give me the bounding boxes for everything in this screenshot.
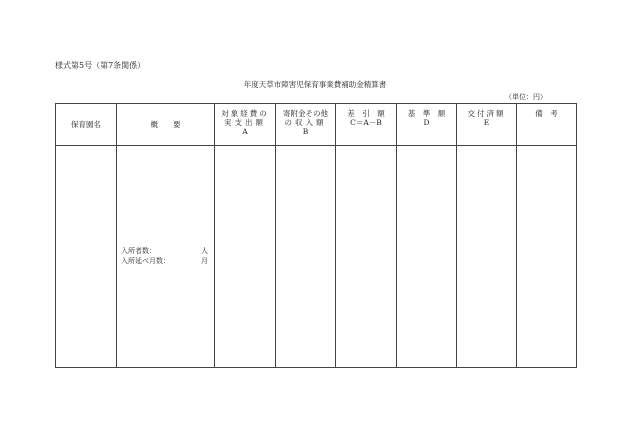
summary-months-label: 入所延べ月数： bbox=[121, 257, 170, 265]
document-title: 年度天草市障害児保育事業費補助金精算書 bbox=[243, 80, 387, 89]
cell-difference bbox=[336, 146, 397, 368]
header-donation-line3: B bbox=[302, 127, 309, 136]
header-row bbox=[56, 104, 577, 146]
summary-months-unit: 月 bbox=[201, 257, 208, 265]
header-paid-line2: E bbox=[483, 118, 490, 127]
header-remarks-label: 備 考 bbox=[535, 109, 558, 118]
cell-standard-amount bbox=[397, 146, 457, 368]
summary-enrollees bbox=[121, 246, 214, 256]
header-difference-line2: C＝A－B bbox=[350, 118, 382, 127]
header-nursery-name: 保育園名 bbox=[56, 104, 117, 146]
header-standard-line1: 基 準 額 bbox=[407, 109, 446, 118]
header-difference bbox=[336, 104, 397, 146]
summary-enrollees-label: 入所者数： bbox=[121, 247, 156, 255]
header-target-line2: 実支出額 bbox=[224, 118, 266, 127]
header-summary: 概 要 bbox=[117, 104, 215, 146]
header-paid-amount bbox=[457, 104, 517, 146]
summary-months bbox=[121, 256, 214, 266]
summary-enrollees-unit: 人 bbox=[201, 247, 208, 255]
cell-remarks bbox=[517, 146, 577, 368]
header-target-expense bbox=[215, 104, 276, 146]
header-standard-amount bbox=[397, 104, 457, 146]
cell-summary bbox=[117, 146, 215, 368]
table-row bbox=[56, 146, 577, 368]
cell-paid-amount bbox=[457, 146, 517, 368]
settlement-table bbox=[55, 103, 577, 368]
header-paid-line1: 交付済額 bbox=[467, 109, 506, 118]
header-difference-line1: 差 引 額 bbox=[347, 109, 385, 118]
header-donation-line2: の収入額 bbox=[284, 118, 327, 127]
cell-target-expense bbox=[215, 146, 276, 368]
header-donation-line1: 寄附金その他 bbox=[283, 109, 328, 118]
cell-donation-income bbox=[276, 146, 336, 368]
header-donation-income bbox=[276, 104, 336, 146]
unit-note: （単位：円） bbox=[505, 93, 547, 101]
cell-nursery-name bbox=[56, 146, 117, 368]
header-remarks bbox=[517, 104, 577, 146]
header-target-line1: 対象経費の bbox=[221, 109, 269, 118]
header-target-line3: A bbox=[242, 127, 248, 136]
form-number: 様式第5号（第7条関係） bbox=[55, 61, 146, 70]
header-standard-line2: D bbox=[423, 118, 430, 127]
